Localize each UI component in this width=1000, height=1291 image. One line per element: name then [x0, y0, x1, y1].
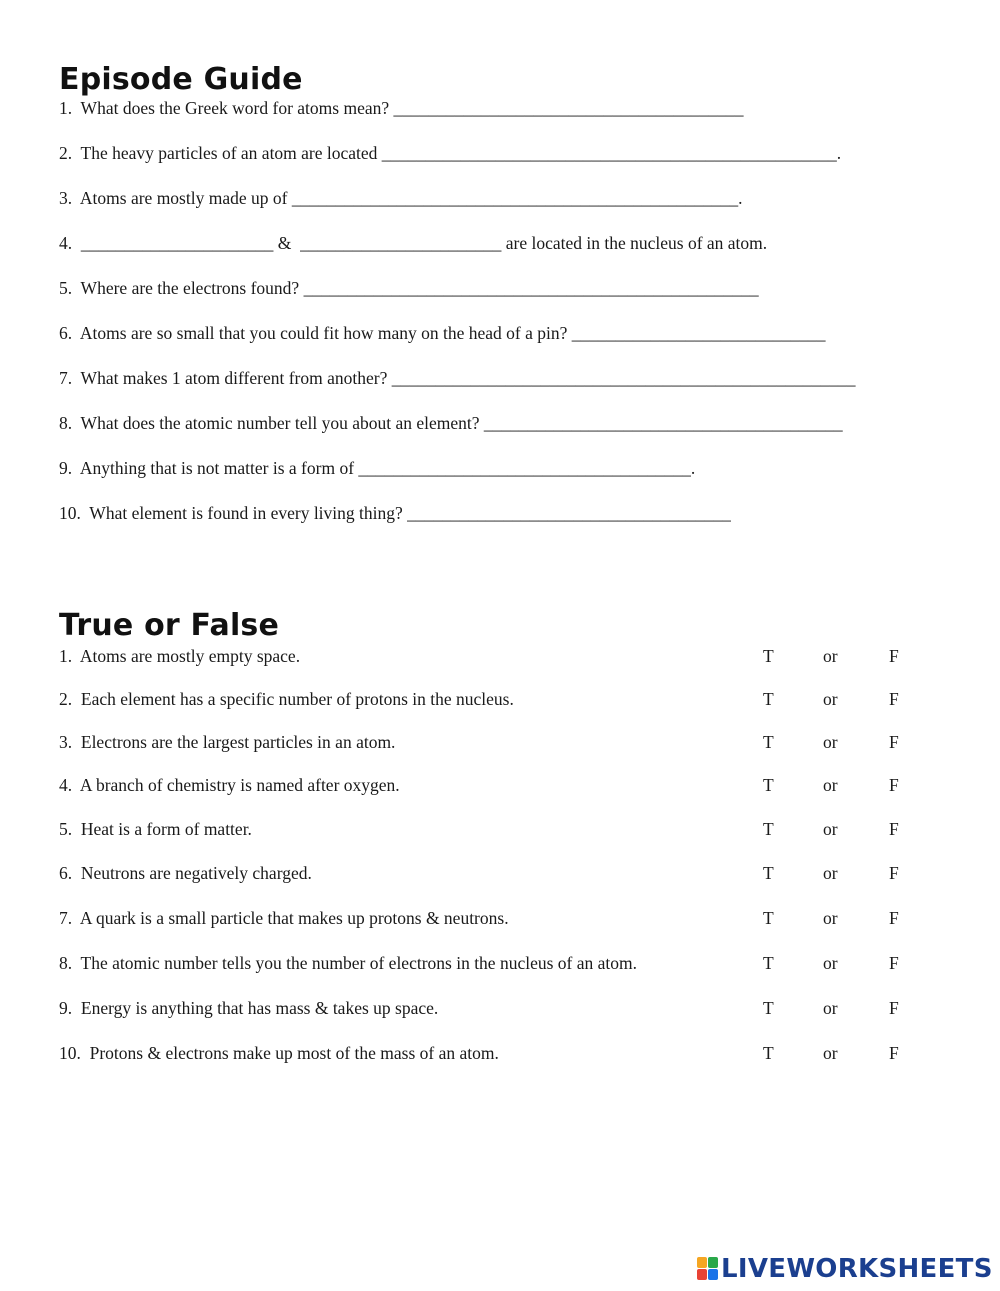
tf-row — [59, 998, 939, 1020]
false-option[interactable]: F — [889, 863, 899, 883]
tf-row — [59, 863, 939, 885]
tf-statement: 7. A quark is a small particle that makes up protons & neutrons. — [59, 908, 509, 928]
tf-row — [59, 953, 939, 975]
or-label: or — [823, 998, 838, 1018]
episode-question-2: 2. The heavy particles of an atom are located ____________________________________________________. — [59, 143, 842, 163]
tf-statement: 1. Atoms are mostly empty space. — [59, 646, 301, 666]
true-option[interactable]: T — [763, 908, 774, 928]
tf-statement: 5. Heat is a form of matter. — [59, 819, 252, 839]
episode-question-1: 1. What does the Greek word for atoms mean? ________________________________________ — [59, 98, 744, 118]
tf-row — [59, 775, 939, 797]
false-option[interactable]: F — [889, 689, 899, 709]
episode-question-7: 7. What makes 1 atom different from another? _____________________________________________________ — [59, 368, 856, 388]
true-option[interactable]: T — [763, 863, 774, 883]
tf-statement: 2. Each element has a specific number of protons in the nucleus. — [59, 689, 514, 709]
or-label: or — [823, 819, 838, 839]
true-option[interactable]: T — [763, 689, 774, 709]
tf-statement: 6. Neutrons are negatively charged. — [59, 863, 312, 883]
tf-statement: 9. Energy is anything that has mass & takes up space. — [59, 998, 439, 1018]
or-label: or — [823, 908, 838, 928]
tf-statement: 4. A branch of chemistry is named after oxygen. — [59, 775, 400, 795]
true-option[interactable]: T — [763, 775, 774, 795]
tf-row — [59, 908, 939, 930]
true-option[interactable]: T — [763, 1043, 774, 1063]
false-option[interactable]: F — [889, 998, 899, 1018]
liveworksheets-logo-icon — [697, 1257, 719, 1281]
episode-question-3: 3. Atoms are mostly made up of ___________________________________________________. — [59, 188, 743, 208]
or-label: or — [823, 646, 838, 666]
tf-statement: 10. Protons & electrons make up most of the mass of an atom. — [59, 1043, 499, 1063]
episode-question-5: 5. Where are the electrons found? ____________________________________________________ — [59, 278, 759, 298]
or-label: or — [823, 689, 838, 709]
or-label: or — [823, 732, 838, 752]
true-option[interactable]: T — [763, 953, 774, 973]
or-label: or — [823, 953, 838, 973]
false-option[interactable]: F — [889, 775, 899, 795]
true-option[interactable]: T — [763, 732, 774, 752]
false-option[interactable]: F — [889, 953, 899, 973]
true-option[interactable]: T — [763, 646, 774, 666]
tf-row — [59, 646, 939, 668]
tf-row — [59, 732, 939, 754]
tf-row — [59, 689, 939, 711]
false-option[interactable]: F — [889, 819, 899, 839]
episode-question-6: 6. Atoms are so small that you could fit how many on the head of a pin? _____________________________ — [59, 323, 826, 343]
false-option[interactable]: F — [889, 646, 899, 666]
tf-statement: 3. Electrons are the largest particles in an atom. — [59, 732, 396, 752]
false-option[interactable]: F — [889, 908, 899, 928]
liveworksheets-logo — [697, 1254, 997, 1284]
true-false-heading: True or False — [59, 608, 280, 643]
episode-question-9: 9. Anything that is not matter is a form of ______________________________________. — [59, 458, 696, 478]
or-label: or — [823, 1043, 838, 1063]
false-option[interactable]: F — [889, 732, 899, 752]
tf-statement: 8. The atomic number tells you the number of electrons in the nucleus of an atom. — [59, 953, 637, 973]
true-option[interactable]: T — [763, 998, 774, 1018]
or-label: or — [823, 775, 838, 795]
false-option[interactable]: F — [889, 1043, 899, 1063]
tf-row — [59, 819, 939, 841]
liveworksheets-logo-text: LIVEWORKSHEETS — [721, 1254, 993, 1284]
episode-guide-heading: Episode Guide — [59, 62, 303, 97]
tf-row — [59, 1043, 939, 1065]
true-option[interactable]: T — [763, 819, 774, 839]
episode-question-10: 10. What element is found in every living thing? _____________________________________ — [59, 503, 731, 523]
episode-question-4: 4. ______________________ & _______________________ are located in the nucleus of an atom. — [59, 233, 768, 253]
or-label: or — [823, 863, 838, 883]
episode-question-8: 8. What does the atomic number tell you about an element? _________________________________________ — [59, 413, 843, 433]
